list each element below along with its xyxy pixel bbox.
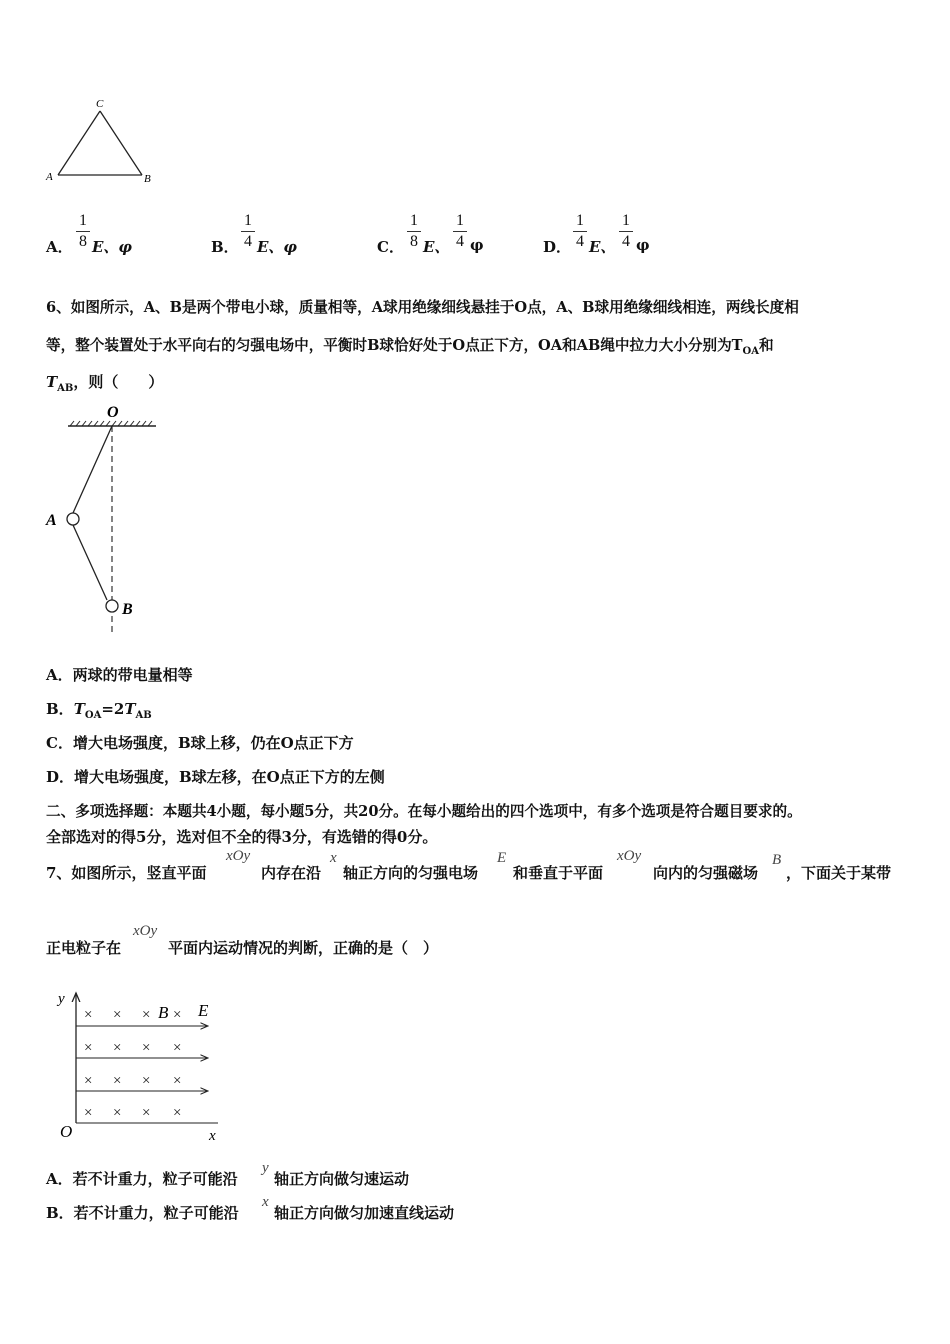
q6-stem-line-2-text: 等，整个装置处于水平向右的匀强电场中，平衡时B球恰好处于O点正下方，OA和AB绳中拉力大小分别为T	[46, 337, 743, 354]
field-cross: ×	[173, 1007, 182, 1023]
pendulum-label-b: B	[122, 601, 133, 618]
q6-option-a: A．两球的带电量相等	[46, 666, 193, 684]
triangle-label-a: A	[46, 171, 53, 183]
fraction-denominator: 4	[622, 233, 630, 250]
fraction-denominator: 8	[79, 233, 87, 250]
field-e-label: E	[198, 1001, 209, 1020]
q6-stem-line-2-end: 和	[759, 337, 774, 354]
q7-text-6: ，下面关于某带	[786, 864, 892, 882]
fraction-denominator: 4	[456, 233, 464, 250]
q6-stem-line-2	[46, 334, 774, 357]
field-cross: ×	[113, 1007, 122, 1023]
q7-field-figure	[50, 985, 230, 1147]
q7-text-4: 和垂直于平面	[513, 864, 604, 882]
q6-option-b-sub2: AB	[135, 710, 152, 721]
q6-sub-ab: AB	[57, 383, 74, 394]
q5-option-c-mid: E、	[423, 238, 450, 256]
q7-option-b-1: B．若不计重力，粒子可能沿	[46, 1204, 239, 1222]
q5-option-c-tail: φ	[470, 236, 484, 254]
q7-option-b-sym: x	[262, 1194, 269, 1210]
q7-sym-xoy-1: xOy	[226, 848, 251, 864]
q5-option-b-tail: E、φ	[257, 238, 298, 256]
q5-option-d-fraction-1	[573, 212, 587, 251]
q6-stem-line-1: 6、如图所示，A、B是两个带电小球，质量相等，A球用绝缘细线悬挂于O点，A、B球用绝缘细线相连，两线长度相	[46, 299, 799, 316]
q6-option-b	[46, 698, 152, 721]
q5-option-d-fraction-2	[619, 212, 633, 251]
pendulum-label-a: A	[46, 512, 57, 529]
q5-option-a-fraction	[76, 212, 90, 251]
field-origin: O	[60, 1122, 73, 1141]
q6-t-symbol: T	[46, 373, 58, 391]
q5-option-d-tail: φ	[636, 236, 650, 254]
q7-option-a-1: A．若不计重力，粒子可能沿	[46, 1170, 238, 1188]
q6-pendulum-figure	[40, 400, 170, 638]
q6-stem-line-3-end: ，则（ ）	[73, 373, 164, 391]
field-cross: ×	[173, 1105, 182, 1121]
q6-option-b-mid: =2	[101, 700, 125, 718]
fraction-numerator: 1	[244, 212, 252, 229]
field-cross: ×	[113, 1105, 122, 1121]
q6-option-b-sub1: OA	[84, 710, 102, 721]
q6-option-b-t2: T	[124, 700, 136, 718]
q7-sym-xoy-3: xOy	[133, 923, 158, 939]
q5-option-d-letter: D．	[543, 238, 572, 256]
q5-option-d-mid: E、	[589, 238, 616, 256]
q6-sub-oa: OA	[742, 345, 760, 357]
q7-sym-e: E	[497, 850, 507, 866]
field-cross: ×	[84, 1007, 93, 1023]
q5-option-c-fraction-2	[453, 212, 467, 251]
q7-sym-b: B	[772, 852, 782, 868]
field-b-label: B	[158, 1003, 169, 1022]
field-cross: ×	[142, 1105, 151, 1121]
fraction-numerator: 1	[456, 212, 464, 229]
q6-option-b-t1: T	[73, 700, 85, 718]
section2-line-1: 二、多项选择题：本题共4小题，每小题5分，共20分。在每小题给出的四个选项中，有多个选项是符合题目要求的。	[46, 803, 802, 820]
q7-text-5: 向内的匀强磁场	[653, 864, 759, 882]
q5-option-c-letter: C．	[377, 238, 404, 256]
pendulum-label-o: O	[107, 404, 119, 421]
field-axis-y: y	[58, 991, 65, 1007]
fraction-numerator: 1	[79, 212, 87, 229]
q7-option-a-sym: y	[262, 1160, 269, 1176]
q7-sym-xoy-2: xOy	[617, 848, 642, 864]
fraction-denominator: 4	[244, 233, 252, 250]
q7-option-b-2: 轴正方向做匀加速直线运动	[274, 1204, 455, 1222]
field-cross: ×	[113, 1073, 122, 1089]
field-cross: ×	[84, 1105, 93, 1121]
field-cross: ×	[113, 1040, 122, 1056]
fraction-numerator: 1	[576, 212, 584, 229]
field-cross: ×	[173, 1040, 182, 1056]
fraction-denominator: 8	[410, 233, 418, 250]
q6-option-d: D．增大电场强度，B球左移，在O点正下方的左侧	[46, 768, 385, 786]
q5-option-b-fraction	[241, 212, 255, 251]
field-cross: ×	[84, 1073, 93, 1089]
q7-sym-x: x	[330, 850, 337, 866]
q7-line2-a: 正电粒子在	[46, 939, 122, 957]
triangle-label-b: B	[144, 173, 151, 185]
field-cross: ×	[142, 1040, 151, 1056]
q7-option-a-2: 轴正方向做匀速运动	[274, 1170, 410, 1188]
field-cross: ×	[142, 1007, 151, 1023]
field-cross: ×	[142, 1073, 151, 1089]
q6-option-c: C．增大电场强度，B球上移，仍在O点正下方	[46, 734, 354, 752]
q7-text-3: 轴正方向的匀强电场	[343, 864, 479, 882]
fraction-denominator: 4	[576, 233, 584, 250]
q7-text-1: 7、如图所示，竖直平面	[46, 864, 207, 882]
q6-option-b-prefix: B．	[46, 700, 74, 718]
q5-option-c-fraction-1	[407, 212, 421, 251]
section2-line-2: 全部选对的得5分，选对但不全的得3分，有选错的得0分。	[46, 828, 438, 846]
q5-option-b-letter: B．	[211, 238, 239, 256]
triangle-figure	[40, 95, 170, 190]
field-axis-x: x	[209, 1128, 216, 1144]
field-cross: ×	[84, 1040, 93, 1056]
q6-stem-line-3	[46, 371, 163, 394]
triangle-label-c: C	[96, 98, 104, 110]
field-cross: ×	[173, 1073, 182, 1089]
fraction-numerator: 1	[410, 212, 418, 229]
q7-line2-b: 平面内运动情况的判断，正确的是（ ）	[168, 939, 439, 957]
q5-option-a-tail: E、φ	[92, 238, 133, 256]
q7-text-2: 内存在沿	[261, 864, 322, 882]
fraction-numerator: 1	[622, 212, 630, 229]
q5-option-a-letter: A．	[46, 238, 73, 256]
